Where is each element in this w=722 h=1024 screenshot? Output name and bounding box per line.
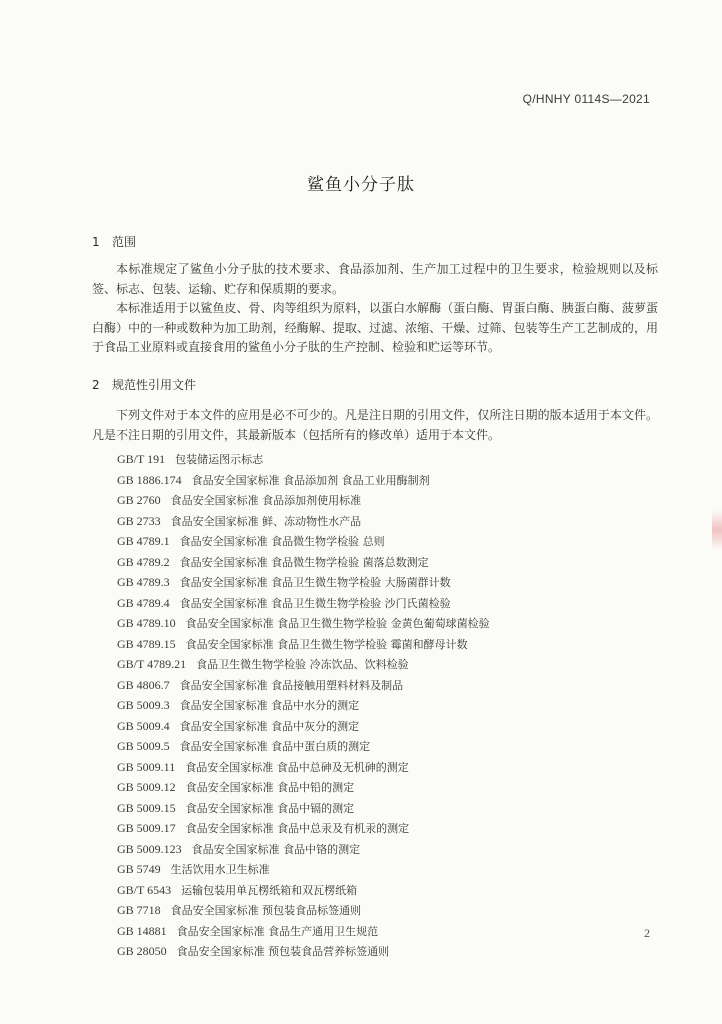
reference-code: GB 4789.3 <box>117 575 170 589</box>
reference-title: 食品安全国家标准 食品生产通用卫生规范 <box>176 924 379 938</box>
section-1-paragraph-1: 本标准规定了鲨鱼小分子肽的技术要求、食品添加剂、生产加工过程中的卫生要求，检验规则以及标签、标志、包装、运输、贮存和保质期的要求。 <box>92 262 658 296</box>
reference-title: 食品安全国家标准 食品中镉的测定 <box>185 801 355 815</box>
section-1-title: 范围 <box>112 235 137 249</box>
reference-item <box>117 490 637 511</box>
reference-code: GB 4789.1 <box>117 534 170 548</box>
reference-title: 食品安全国家标准 食品中蛋白质的测定 <box>179 740 371 753</box>
reference-item <box>117 695 637 716</box>
reference-item <box>117 777 637 798</box>
reference-item <box>117 736 637 757</box>
reference-title: 食品安全国家标准 食品中灰分的测定 <box>179 719 360 733</box>
reference-code: GB 7718 <box>117 903 161 917</box>
reference-code: GB/T 191 <box>117 452 166 466</box>
reference-code: GB 4806.7 <box>117 677 170 692</box>
section-2-heading <box>92 376 196 393</box>
reference-code: GB 5009.5 <box>117 739 170 753</box>
reference-title: 食品安全国家标准 食品中总汞及有机汞的测定 <box>185 822 410 835</box>
reference-code: GB 5009.3 <box>117 698 170 712</box>
reference-item <box>117 900 637 921</box>
reference-title: 食品安全国家标准 食品微生物学检验 菌落总数测定 <box>179 555 429 569</box>
reference-code: GB/T 6543 <box>117 882 172 897</box>
reference-title: 食品安全国家标准 食品添加剂 食品工业用酶制剂 <box>191 473 430 487</box>
reference-title: 食品安全国家标准 食品卫生微生物学检验 大肠菌群计数 <box>179 576 451 589</box>
reference-code: GB 28050 <box>117 944 167 958</box>
document-title: 鲨鱼小分子肽 <box>307 175 415 195</box>
section-2-title: 规范性引用文件 <box>112 378 197 392</box>
reference-item <box>117 593 637 614</box>
page-number: 2 <box>644 926 650 940</box>
reference-item <box>117 634 637 655</box>
section-2-intro: 下列文件对于本文件的应用是必不可少的。凡是注日期的引用文件，仅所注日期的版本适用于本文件。凡是不注日期的引用文件，其最新版本（包括所有的修改单）适用于本文件。 <box>92 408 658 442</box>
reference-title: 食品安全国家标准 食品中水分的测定 <box>179 699 360 712</box>
reference-item <box>117 880 637 901</box>
reference-code: GB 5009.4 <box>117 718 170 733</box>
reference-item <box>117 757 637 778</box>
reference-title: 食品安全国家标准 食品中铬的测定 <box>191 842 361 856</box>
reference-item <box>117 552 637 573</box>
reference-code: GB 5009.15 <box>117 800 176 815</box>
standard-code: Q/HNHY 0114S—2021 <box>522 92 650 106</box>
reference-code: GB 4789.10 <box>117 616 176 630</box>
reference-item <box>117 511 637 532</box>
reference-item <box>117 798 637 819</box>
reference-item <box>117 818 637 839</box>
reference-title: 食品安全国家标准 食品卫生微生物学检验 金黄色葡萄球菌检验 <box>185 617 490 630</box>
reference-title: 食品安全国家标准 预包装食品营养标签通则 <box>176 945 390 958</box>
reference-title: 包装储运图示标志 <box>175 453 264 466</box>
reference-item <box>117 470 637 491</box>
reference-code: GB 2760 <box>117 493 161 507</box>
reference-item <box>117 675 637 696</box>
reference-item <box>117 613 637 634</box>
reference-list <box>117 449 637 962</box>
reference-code: GB 5749 <box>117 862 161 876</box>
reference-code: GB 2733 <box>117 513 161 528</box>
section-1-heading <box>92 233 136 250</box>
reference-item <box>117 839 637 860</box>
reference-code: GB 5009.17 <box>117 821 176 835</box>
reference-title: 食品安全国家标准 食品中总砷及无机砷的测定 <box>185 760 409 774</box>
reference-title: 食品安全国家标准 食品中铅的测定 <box>185 781 355 794</box>
reference-title: 食品安全国家标准 鲜、冻动物性水产品 <box>170 514 362 528</box>
reference-title: 食品安全国家标准 食品卫生微生物学检验 霉菌和酵母计数 <box>185 637 468 651</box>
reference-item <box>117 941 637 962</box>
reference-item <box>117 921 637 942</box>
reference-item <box>117 859 637 880</box>
reference-title: 食品安全国家标准 食品微生物学检验 总则 <box>179 535 385 548</box>
reference-item <box>117 531 637 552</box>
reference-title: 食品安全国家标准 食品添加剂使用标准 <box>170 494 362 507</box>
reference-title: 生活饮用水卫生标准 <box>170 863 270 876</box>
reference-code: GB 4789.4 <box>117 595 170 610</box>
reference-item <box>117 449 637 470</box>
reference-item <box>117 572 637 593</box>
reference-item <box>117 654 637 675</box>
reference-code: GB 1886.174 <box>117 472 182 487</box>
reference-title: 食品安全国家标准 食品卫生微生物学检验 沙门氏菌检验 <box>179 596 451 610</box>
reference-item <box>117 716 637 737</box>
reference-code: GB 5009.123 <box>117 841 182 856</box>
reference-title: 运输包装用单瓦楞纸箱和双瓦楞纸箱 <box>181 883 358 897</box>
reference-code: GB 14881 <box>117 923 167 938</box>
reference-code: GB 4789.15 <box>117 636 176 651</box>
section-1-number: 1 <box>92 235 100 249</box>
reference-code: GB 5009.12 <box>117 780 176 794</box>
red-stamp-edge <box>712 510 722 550</box>
reference-title: 食品安全国家标准 预包装食品标签通则 <box>170 904 362 917</box>
reference-code: GB/T 4789.21 <box>117 657 187 671</box>
section-1-paragraph-2: 本标准适用于以鲨鱼皮、骨、肉等组织为原料，以蛋白水解酶（蛋白酶、胃蛋白酶、胰蛋白酶、菠萝蛋白酶）中的一种或数种为加工助剂，经酶解、提取、过滤、浓缩、干燥、过筛、包装等生产工艺制成的，用于食品工业原料或直接食用的鲨鱼小分子肽的生产控制、检验和贮运等环节。 <box>92 301 658 354</box>
reference-code: GB 5009.11 <box>117 759 176 774</box>
reference-title: 食品卫生微生物学检验 冷冻饮品、饮料检验 <box>196 658 409 671</box>
section-2-number: 2 <box>92 378 100 392</box>
reference-code: GB 4789.2 <box>117 554 170 569</box>
reference-title: 食品安全国家标准 食品接触用塑料材料及制品 <box>179 678 404 692</box>
